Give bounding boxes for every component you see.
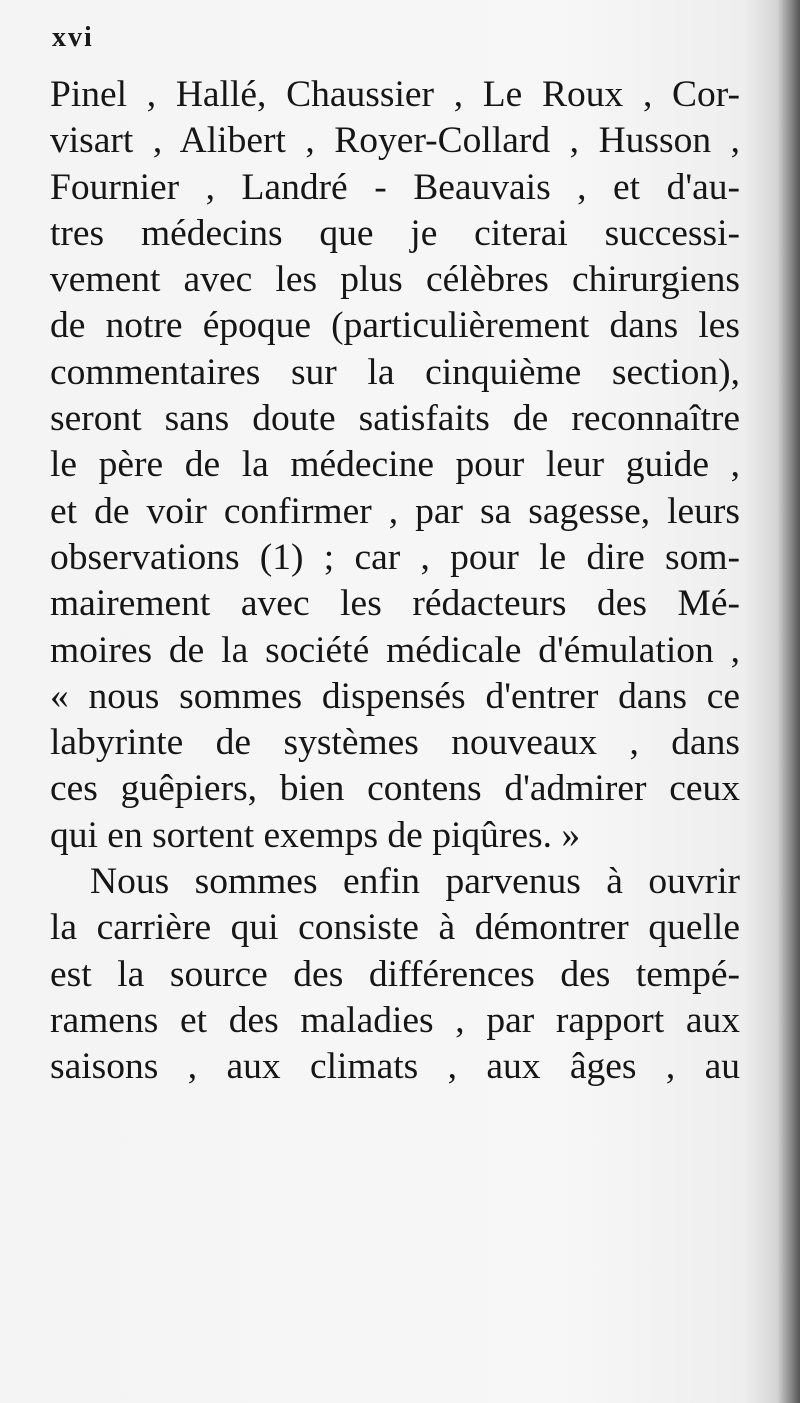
page-edge-shadow (778, 0, 800, 1403)
text-line: et de voir confirmer , par sa sagesse, leurs (50, 490, 740, 532)
text-line: Pinel , Hallé, Chaussier , Le Roux , Cor- (50, 74, 740, 115)
text-line: est la source des différences des tempé- (50, 953, 740, 995)
text-line: labyrinte de systèmes nouveaux , dans (50, 722, 740, 764)
text-line: Nous sommes enfin parvenus à ouvrir (90, 861, 740, 903)
text-line: ces guêpiers, bien contens d'admirer ceux (50, 768, 740, 810)
text-line: ramens et des maladies , par rapport aux (50, 999, 740, 1041)
text-line: seront sans doute satisfaits de reconnaître (50, 398, 740, 440)
text-line: mairement avec les rédacteurs des Mé- (50, 583, 740, 625)
text-line: saisons , aux climats , aux âges , au (50, 1046, 740, 1088)
text-line: qui en sortent exemps de piqûres. » (50, 814, 581, 856)
text-line: Fournier , Landré - Beauvais , et d'au- (50, 166, 740, 208)
text-line: visart , Alibert , Royer-Collard , Husson , (50, 120, 740, 162)
page-number: xvi (52, 22, 94, 53)
text-line: la carrière qui consiste à démontrer quelle (50, 907, 740, 949)
text-line: tres médecins que je citerai successi- (50, 212, 740, 254)
text-line: le père de la médecine pour leur guide , (50, 444, 740, 486)
text-line: moires de la société médicale d'émulation , (50, 629, 740, 671)
text-line: de notre époque (particulièrement dans les (50, 305, 740, 347)
text-line: « nous sommes dispensés d'entrer dans ce (50, 675, 740, 717)
text-line: vement avec les plus célèbres chirurgiens (50, 259, 740, 301)
body-text (50, 72, 740, 1091)
text-line: observations (1) ; car , pour le dire som- (50, 536, 740, 578)
text-line: commentaires sur la cinquième section), (50, 351, 740, 393)
